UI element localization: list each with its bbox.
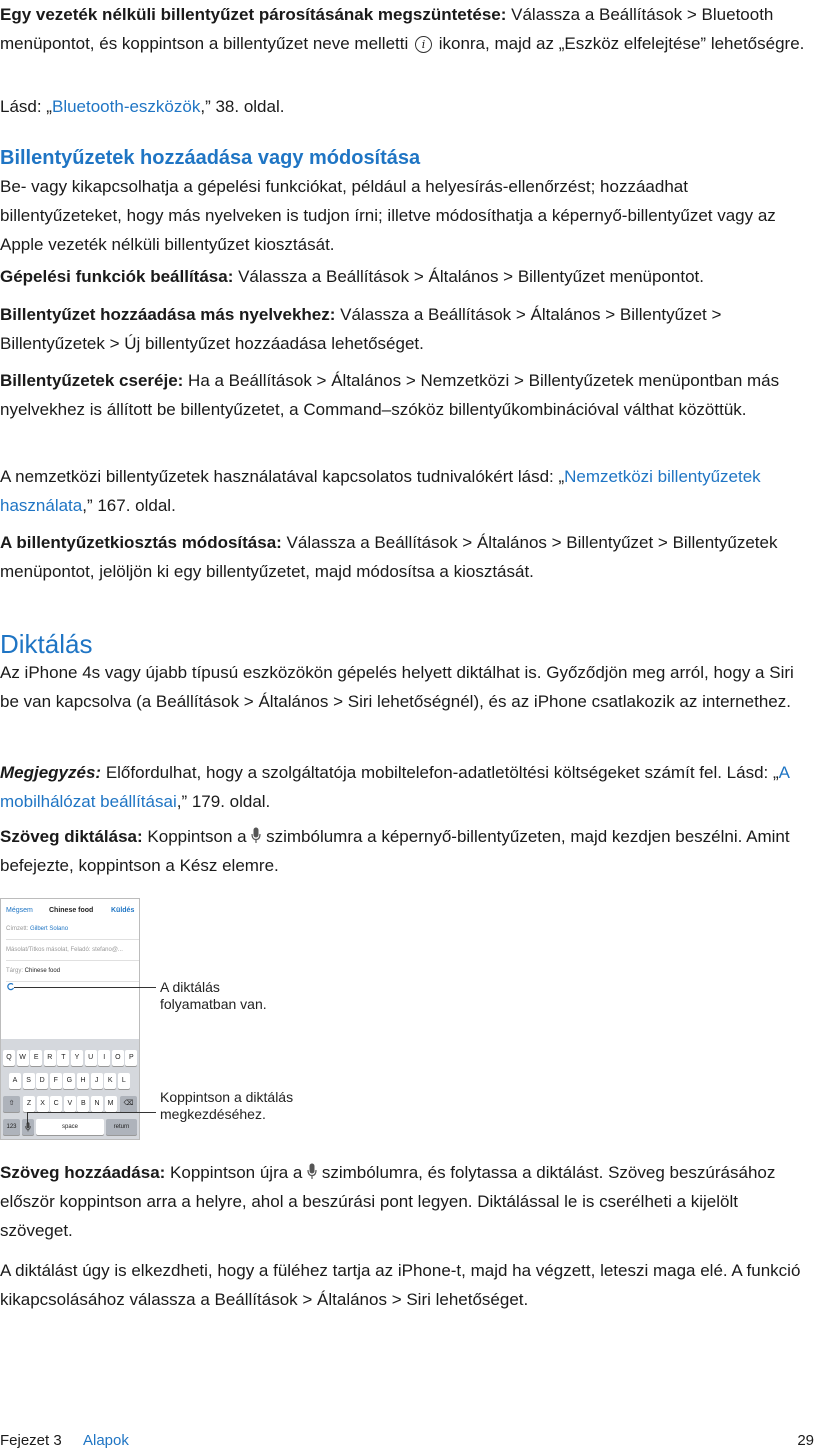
bold-label: Egy vezeték nélküli billentyűzet párosításának megszüntetése: [0,5,507,24]
shift-key[interactable]: ⇧ [3,1096,20,1112]
key-c[interactable]: C [50,1096,62,1112]
key-q[interactable]: Q [3,1050,15,1066]
to-field[interactable]: Címzett: Gilbert Solano [6,919,139,940]
numbers-key[interactable]: 123 [3,1119,20,1135]
paragraph-note-data-charges: Megjegyzés: Előfordulhat, hogy a szolgáltatója mobiltelefon-adatletöltési költségeket számít fel. Lásd: „A mobilhálózat beállításai,” 179. oldal. [0,763,790,811]
key-a[interactable]: A [9,1073,21,1089]
microphone-icon [307,1163,317,1180]
paragraph-add-language-keyboard: Billentyűzet hozzáadása más nyelvekhez: Válassza a Beállítások > Általános > Billentyűzet > Billentyűzetek > Új billentyűzet hozzáadása lehetőséget. [0,305,722,353]
key-w[interactable]: W [17,1050,29,1066]
key-i[interactable]: I [98,1050,110,1066]
callout-line-tap-dictation-vertical [27,1112,28,1124]
footer-page-number: 29 [797,1432,814,1449]
callout-dictating: A diktálás folyamatban van. [160,979,267,1012]
key-m[interactable]: M [105,1096,117,1112]
paragraph-dictation-intro: Az iPhone 4s vagy újabb típusú eszközökön gépelés helyett diktálhat is. Győződjön meg arról, hogy a Siri be van kapcsolva (a Beállítások > Általános > Siri lehetőségnél), és az iPhone csatlakozik az internethez. [0,663,794,711]
key-r[interactable]: R [44,1050,56,1066]
info-icon: i [415,36,432,53]
key-d[interactable]: D [36,1073,48,1089]
send-button[interactable]: Küldés [111,907,135,914]
key-e[interactable]: E [30,1050,42,1066]
paragraph-see-bluetooth: Lásd: „Bluetooth-eszközök,” 38. oldal. [0,97,285,116]
key-z[interactable]: Z [23,1096,35,1112]
delete-key[interactable]: ⌫ [120,1096,137,1112]
key-j[interactable]: J [91,1073,103,1089]
callout-line-tap-dictation [27,1112,156,1113]
key-g[interactable]: G [63,1073,75,1089]
iphone-mail-screenshot [0,898,140,1140]
paragraph-typing-features: Gépelési funkciók beállítása: Válassza a Beállítások > Általános > Billentyűzet menüpontot. [0,267,704,286]
on-screen-keyboard [1,1039,139,1139]
heading-dictation: Diktálás [0,629,93,659]
key-k[interactable]: K [104,1073,116,1089]
key-t[interactable]: T [57,1050,69,1066]
link-international-keyboards[interactable]: Nemzetközi billentyűzetek használata [0,467,761,515]
paragraph-add-text: Szöveg hozzáadása: Koppintson újra a szimbólumra, és folytassa a diktálást. Szöveg beszúrásához először koppintson arra a helyre, ahol a beszúrási pont legyen. Diktálással le is cserélheti a kijelölt szöveget. [0,1163,776,1240]
paragraph-unpair-keyboard: Egy vezeték nélküli billentyűzet párosításának megszüntetése: Válassza a Beállítások > Bluetooth menüpontot, és koppintson a billentyűzet neve melletti i ikonra, majd az „Eszköz elfelejtése” lehetőségre. [0,5,805,53]
footer-section-link[interactable]: Alapok [83,1432,129,1449]
paragraph-switch-keyboards: Billentyűzetek cseréje: Ha a Beállítások > Általános > Nemzetközi > Billentyűzetek menüpontban más nyelvekhez is állított be billentyűzetet, a Command–szóköz billentyűkombinációval válthat közöttük. [0,371,780,419]
paragraph-change-layout: A billentyűzetkiosztás módosítása: Válassza a Beállítások > Általános > Billentyűzet > Billentyűzetek menüpontot, jelöljön ki egy billentyűzetet, majd módosítsa a kiosztását. [0,533,778,581]
cc-bcc-from-field[interactable]: Másolat/Titkos másolat, Feladó: stefano@... [6,940,139,961]
key-y[interactable]: Y [71,1050,83,1066]
dictation-key[interactable] [22,1119,34,1135]
key-s[interactable]: S [23,1073,35,1089]
key-f[interactable]: F [50,1073,62,1089]
microphone-icon [251,827,261,844]
key-n[interactable]: N [91,1096,103,1112]
link-cellular-settings[interactable]: A mobilhálózat beállításai [0,763,790,811]
cancel-button[interactable]: Mégsem [6,907,33,914]
paragraph-raise-to-speak: A diktálást úgy is elkezdheti, hogy a füléhez tartja az iPhone-t, majd ha végzett, leteszi maga elé. A funkció kikapcsolásához válassza a Beállítások > Általános > Siri lehetőséget. [0,1261,801,1309]
paragraph-see-international: A nemzetközi billentyűzetek használatával kapcsolatos tudnivalókért lásd: „Nemzetközi billentyűzetek használata,” 167. oldal. [0,467,761,515]
paragraph-dictate-text: Szöveg diktálása: Koppintson a szimbólumra a képernyő-billentyűzeten, majd kezdjen beszélni. Amint befejezte, koppintson a Kész elemre. [0,827,790,875]
key-o[interactable]: O [112,1050,124,1066]
microphone-icon [25,1122,31,1132]
footer-chapter: Fejezet 3 [0,1432,62,1449]
key-u[interactable]: U [85,1050,97,1066]
paragraph-keyboards-intro: Be- vagy kikapcsolhatja a gépelési funkciókat, például a helyesírás-ellenőrzést; hozzáadhat billentyűzeteket, hogy más nyelveken is tudjon írni; illetve módosíthatja a képernyő-billentyűzet vagy az Apple vezeték nélküli billentyűzet kiosztását. [0,177,776,254]
key-x[interactable]: X [37,1096,49,1112]
key-b[interactable]: B [77,1096,89,1112]
space-key[interactable]: space [36,1119,104,1135]
mail-title: Chinese food [49,907,94,914]
key-h[interactable]: H [77,1073,89,1089]
key-l[interactable]: L [118,1073,130,1089]
subject-field[interactable]: Tárgy: Chinese food [6,961,139,982]
heading-add-modify-keyboards: Billentyűzetek hozzáadása vagy módosítása [0,147,421,169]
callout-tap-dictation: Koppintson a diktálás megkezdéséhez. [160,1089,294,1122]
link-bluetooth-devices[interactable]: Bluetooth-eszközök [51,97,201,116]
key-v[interactable]: V [64,1096,76,1112]
key-p[interactable]: P [125,1050,137,1066]
return-key[interactable]: return [106,1119,137,1135]
callout-line-dictating [14,987,156,988]
